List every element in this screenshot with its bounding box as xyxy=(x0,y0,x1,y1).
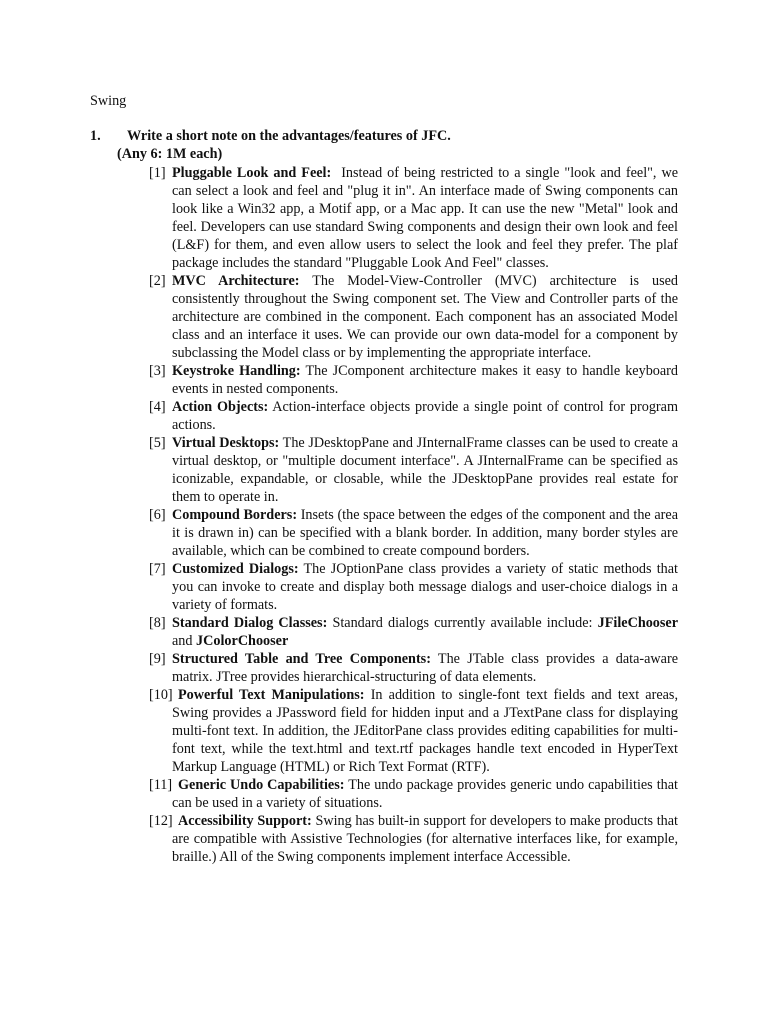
item-term: Standard Dialog Classes: xyxy=(172,615,328,631)
list-item xyxy=(149,398,678,434)
question xyxy=(90,127,690,163)
list-item xyxy=(149,506,678,560)
item-text: The JTable class provides a data-aware matrix. JTree provides hierarchical-structuring of data elements. xyxy=(172,651,678,685)
page-title: Swing xyxy=(90,93,127,109)
item-number: [8] xyxy=(149,615,166,631)
item-number: [12] xyxy=(149,813,173,829)
list-item xyxy=(149,686,678,776)
item-text: In addition to single-font text fields and text areas, Swing provides a JPassword field for hidden input and a JTextPane class for displaying multi-font text. In addition, the JEditorPane class provides editing capabilities for multi-font text, while the text.html and text.rtf packages handle text encoded in HyperText Markup Language (HTML) or Rich Text Format (RTF). xyxy=(172,687,678,775)
list-item xyxy=(149,164,678,272)
list-item xyxy=(149,434,678,506)
item-number: [7] xyxy=(149,561,166,577)
item-text: Action-interface objects provide a single point of control for program actions. xyxy=(172,399,678,433)
list-item xyxy=(149,650,678,686)
list-item xyxy=(149,776,678,812)
item-term: Keystroke Handling: xyxy=(172,363,301,379)
question-text: Write a short note on the advantages/features of JFC. xyxy=(127,128,451,144)
item-text: The JDesktopPane and JInternalFrame classes can be used to create a virtual desktop, or "multiple document interface". A JInternalFrame can be specified as iconizable, expandable, or closable, while the JDesktopPane provides real estate for them to operate in. xyxy=(172,435,678,505)
item-text: Instead of being restricted to a single "look and feel", we can select a look and feel and "plug it in". An interface made of Swing components can look like a Win32 app, a Motif app, or a Mac app. It can use the new "Metal" look and feel. Developers can use standard Swing components and design their own look and feel (L&F) for them, and even allow users to select the look and feel they prefer. The plaf package includes the standard "Pluggable Look And Feel" classes. xyxy=(172,165,679,271)
item-term: Accessibility Support: xyxy=(178,813,312,829)
item-text: Insets (the space between the edges of the component and the area it is drawn in) can be specified with a blank border. In addition, many border styles are available, which can be combined to create compound borders. xyxy=(172,507,678,559)
item-text: The undo package provides generic undo capabilities that can be used in a variety of situations. xyxy=(172,777,678,811)
item-text: The Model-View-Controller (MVC) architecture is used consistently throughout the Swing component set. The View and Controller parts of the architecture are combined in the component. Each component has an associated Model class and an interface it uses. We can provide our own data-model for a component by subclassing the Model class or by implementing the appropriate interface. xyxy=(172,273,678,361)
list-item xyxy=(149,560,678,614)
question-number: 1. xyxy=(90,128,101,144)
item-text: The JComponent architecture makes it easy to handle keyboard events in nested components. xyxy=(172,363,679,397)
item-number: [2] xyxy=(149,273,166,289)
item-number: [11] xyxy=(149,777,173,793)
item-term: Generic Undo Capabilities: xyxy=(178,777,345,793)
item-number: [3] xyxy=(149,363,166,379)
question-marks: (Any 6: 1M each) xyxy=(117,146,223,162)
item-text: The JOptionPane class provides a variety of static methods that you can invoke to create and display both message dialogs and user-choice dialogs in a variety of formats. xyxy=(172,561,678,613)
item-term: Powerful Text Manipulations: xyxy=(178,687,365,703)
item-term: Customized Dialogs: xyxy=(172,561,299,577)
item-term: Virtual Desktops: xyxy=(172,435,280,451)
item-number: [5] xyxy=(149,435,166,451)
item-number: [4] xyxy=(149,399,166,415)
item-term: Structured Table and Tree Components: xyxy=(172,651,431,667)
question-line xyxy=(90,127,690,145)
item-conjunction: and xyxy=(172,633,193,649)
item-number: [6] xyxy=(149,507,166,523)
item-class-name: JColorChooser xyxy=(196,633,289,649)
item-term: Action Objects: xyxy=(172,399,269,415)
item-text: Standard dialogs currently available include: xyxy=(332,615,593,631)
item-class-name: JFileChooser xyxy=(597,615,679,631)
item-term: Compound Borders: xyxy=(172,507,298,523)
item-term: Pluggable Look and Feel: xyxy=(172,165,332,181)
item-number: [1] xyxy=(149,165,166,181)
list-item xyxy=(149,812,678,866)
item-term: MVC Architecture: xyxy=(172,273,300,289)
list-item xyxy=(149,614,678,650)
feature-list xyxy=(149,164,678,866)
list-item xyxy=(149,272,678,362)
item-text: Swing has built-in support for developers to make products that are compatible with Assistive Technologies (for alternative interfaces like, for example, braille.) All of the Swing components implement interface Accessible. xyxy=(172,813,679,865)
item-number: [9] xyxy=(149,651,166,667)
item-number: [10] xyxy=(149,687,173,703)
list-item xyxy=(149,362,678,398)
